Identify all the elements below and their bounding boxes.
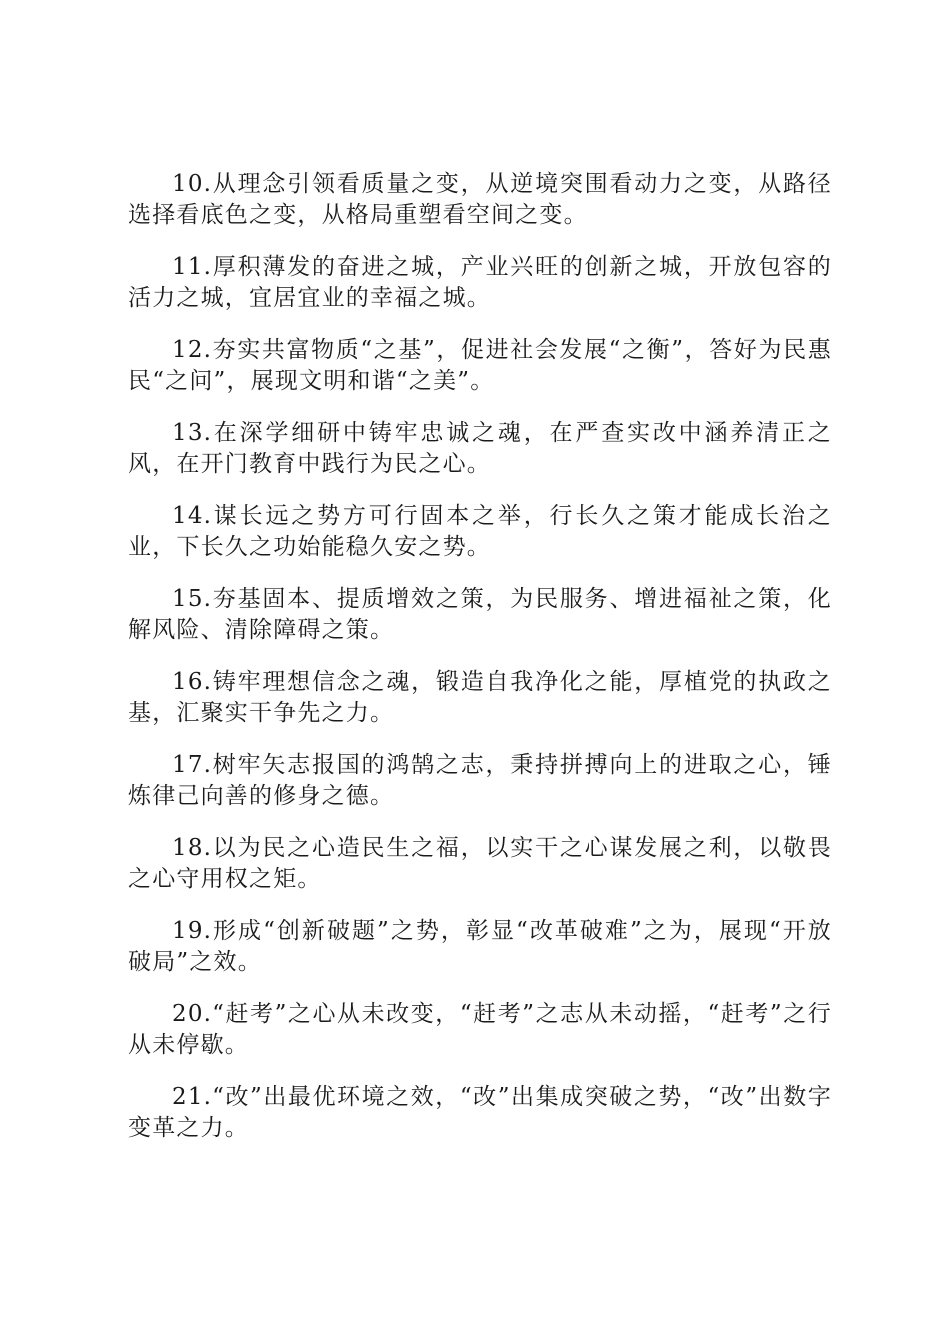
paragraph-20: 20.“赶考”之心从未改变，“赶考”之志从未动摇，“赶考”之行从未停歇。	[128, 1001, 832, 1058]
paragraph-16: 16.铸牢理想信念之魂，锻造自我净化之能，厚植党的执政之基，汇聚实干争先之力。	[128, 669, 832, 726]
paragraph-19: 19.形成“创新破题”之势，彰显“改革破难”之为，展现“开放破局”之效。	[128, 918, 832, 975]
paragraph-21: 21.“改”出最优环境之效，“改”出集成突破之势，“改”出数字变革之力。	[128, 1084, 832, 1141]
paragraph-11: 11.厚积薄发的奋进之城，产业兴旺的创新之城，开放包容的活力之城，宜居宜业的幸福之城。	[128, 254, 832, 311]
paragraph-17: 17.树牢矢志报国的鸿鹄之志，秉持拼搏向上的进取之心，锤炼律己向善的修身之德。	[128, 752, 832, 809]
document-body	[128, 169, 832, 1165]
paragraph-12: 12.夯实共富物质“之基”，促进社会发展“之衡”，答好为民惠民“之问”，展现文明和谐“之美”。	[128, 337, 832, 394]
paragraph-15: 15.夯基固本、提质增效之策，为民服务、增进福祉之策，化解风险、清除障碍之策。	[128, 586, 832, 643]
paragraph-10: 10.从理念引领看质量之变，从逆境突围看动力之变，从路径选择看底色之变，从格局重塑看空间之变。	[128, 171, 832, 228]
paragraph-18: 18.以为民之心造民生之福，以实干之心谋发展之利，以敬畏之心守用权之矩。	[128, 835, 832, 892]
paragraph-13: 13.在深学细研中铸牢忠诚之魂，在严查实改中涵养清正之风，在开门教育中践行为民之心。	[128, 420, 832, 477]
paragraph-14: 14.谋长远之势方可行固本之举，行长久之策才能成长治之业，下长久之功始能稳久安之势。	[128, 503, 832, 560]
